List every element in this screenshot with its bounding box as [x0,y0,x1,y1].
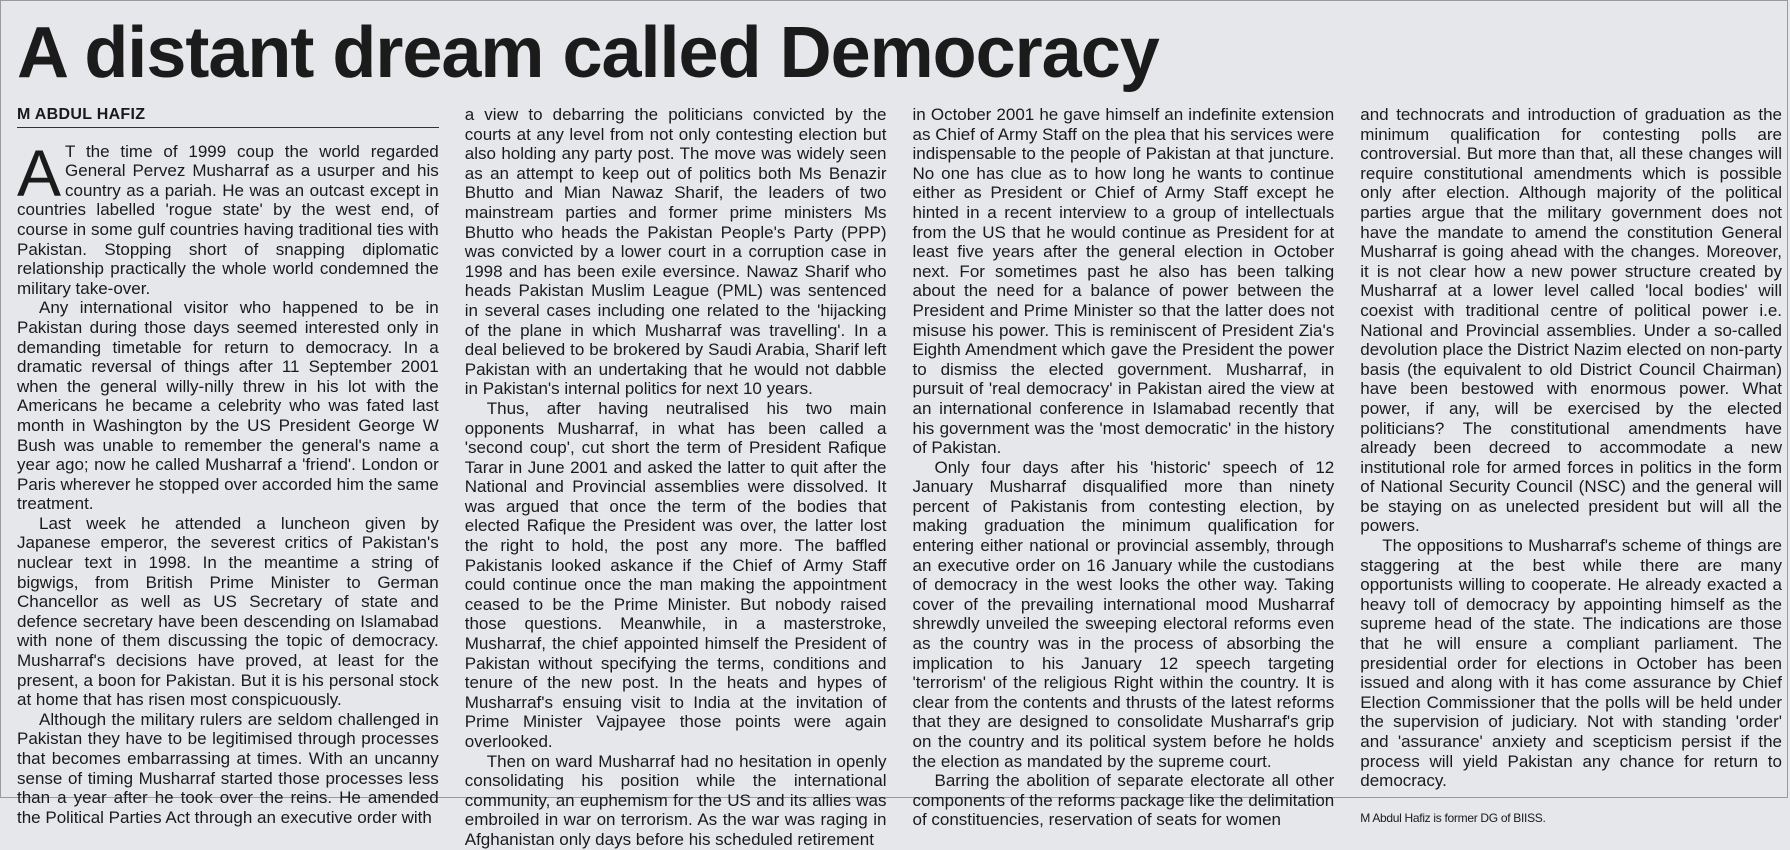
column-2 [464,105,887,849]
paragraph: Only four days after his 'historic' speech of 12 January Musharraf disqualified more than ninety percent of Pakistanis from contesting election, by making graduation the minimum qualification for entering either national or provincial assembly, through an executive order on 16 January while the custodians of democracy in the west looks the other way. Taking cover of the prevailing international mood Musharraf shrewdly unveiled the sweeping electoral reforms even as the country was in the process of absorbing the implication to his January 12 speech targeting 'terrorism' of the religious Right within the country. It is clear from the contents and thrusts of the latest reforms that they are designed to consolidate Musharraf's grip on the country and its political system before he holds the election as mandated by the supreme court. [912,457,1335,771]
column-4 [1360,105,1782,825]
paragraph-text: T the time of 1999 coup the world regarded General Pervez Musharraf as a usurper and his country as a pariah. He was an outcast except in countries labelled 'rogue state' by the west end, of course in some gulf countries having traditional ties with Pakistan. Stopping short of snapping diplomatic relationship practically the whole world condemned the military take-over. [17,141,439,298]
paragraph: The oppositions to Musharraf's scheme of things are staggering at the best while there are many opportunists willing to cooperate. He already exacted a heavy toll of democracy by appointing himself as the supreme head of the state. The indications are those that he will ensure a compliant parliament. The presidential order for elections in October has been issued and along with it has come assurance by Chief Election Commissioner that the polls will be held under the supervision of judiciary. Not with standing 'order' and 'assurance' anxiety and scepticism persist if the process will yield Pakistan any chance for return to democracy. [1360,536,1782,791]
paragraph: in October 2001 he gave himself an indefinite extension as Chief of Army Staff on the plea that his services were indispensable to the people of Pakistan at that juncture. No one has clue as to how long he wants to continue either as President or Chief of Army Staff except he hinted in a recent interview to a group of intellectuals from the US that he would continue as President for at least five years after the general election in October next. For sometimes past he also has been talking about the need for a balance of power between the President and Prime Minister so that the latter does not misuse his power. This is reminiscent of President Zia's Eighth Amendment which gave the President the power to dismiss the elected government. Musharraf, in pursuit of 'real democracy' in Pakistan aired the view at an international conference in Islamabad recently that his government was the 'most democratic' in the history of Pakistan. [912,105,1335,458]
dropcap: A [17,135,62,210]
column-3 [912,105,1335,830]
paragraph [17,135,439,299]
paragraph: Any international visitor who happened to be in Pakistan during those days seemed interested only in demanding timetable for return to democracy. In a dramatic reversal of things after 11 September 2001 when the general willy-nilly threw in his lot with the Americans he became a celebrity who was fated last month in Washington by the US President George W Bush was unable to remember the general's name a year ago; now he called Musharraf a 'friend'. London or Paris wherever he stopped over accorded him the same treatment. [17,298,439,514]
paragraph: a view to debarring the politicians convicted by the courts at any level from not only contesting election but also holding any party post. The move was widely seen as an attempt to keep out of politics both Ms Benazir Bhutto and Mian Nawaz Sharif, the leaders of two mainstream parties and former prime ministers Ms Bhutto who heads the Pakistan People's Party (PPP) was convicted by a lower court in a corruption case in 1998 and has been exile eversince. Nawaz Sharif who heads Pakistan Muslim League (PML) was sentenced in several cases including one related to the 'hijacking of the plane in which Musharraf was travelling'. In a deal believed to be brokered by Saudi Arabia, Sharif left Pakistan with an undertaking that he would not dabble in Pakistan's internal politics for next 10 years. [464,105,887,399]
paragraph: Although the military rulers are seldom challenged in Pakistan they have to be legitimised through processes that becomes embarrassing at times. With an uncanny sense of timing Musharraf started those processes less than a year after he took over the reins. He amended the Political Parties Act through an executive order with [17,709,439,827]
paragraph: Last week he attended a luncheon given by Japanese emperor, the severest critics of Pakistan's nuclear text in 1998. In the meantime a string of bigwigs, from British Prime Minister to German Chancellor as well as US Secretary of state and defence secretary have been descending on Islamabad with none of them discussing the topic of democracy. Musharraf's decisions have proved, at least for the present, a boon for Pakistan. But it is his personal stock at home that has risen most conspicuously. [17,513,439,710]
headline: A distant dream called Democracy [17,13,1159,93]
byline: M ABDUL HAFIZ [17,105,439,128]
paragraph: Thus, after having neutralised his two main opponents Musharraf, in what has been called a 'second coup', cut short the term of President Rafique Tarar in June 2001 and asked the latter to quit after the National and Provincial assemblies were dissolved. It was argued that once the term of the bodies that elected Rafique the President was over, the latter lost the right to hold, the post any more. The baffled Pakistanis looked askance if the Chief of Army Staff could continue once the man making the appointment ceased to be the Prime Minister. But nobody raised those questions. Meanwhile, in a masterstroke, Musharraf, the chief appointed himself the President of Pakistan without specifying the terms, conditions and tenure of the new post. In the heats and hypes of Musharraf's ensuing visit to India at the invitation of Prime Minister Vajpayee those points were again overlooked. [464,398,887,751]
paragraph: Then on ward Musharraf had no hesitation in openly consolidating his position while the international community, an euphemism for the US and its allies was embroiled in war on terrorism. As the war was raging in Afghanistan only days before his scheduled retirement [464,751,887,849]
column-1 [17,105,439,827]
author-footnote: M Abdul Hafiz is former DG of BIISS. [1360,810,1546,825]
paragraph: Barring the abolition of separate electorate all other components of the reforms package like the delimitation of constituencies, reservation of seats for women [912,771,1335,830]
article-columns [17,105,1782,849]
paragraph: and technocrats and introduction of graduation as the minimum qualification for contesting polls are controversial. But more than that, all these changes will require constitutional amendments which is possible only after election. Although majority of the political parties argue that the military government does not have the mandate to amend the constitution General Musharraf is going ahead with the changes. Moreover, it is not clear how a new power structure created by Musharraf at a lower level called 'local bodies' will coexist with traditional centre of political power i.e. National and Provincial assemblies. Under a so-called devolution place the District Nazim elected on non-party basis (the equivalent to old District Council Chairman) have been bestowed with enormous power. What power, if any, will be exercised by the elected politicians? The constitutional amendments have already been decreed to accommodate a new institutional role for armed forces in politics in the form of National Security Council (NSC) and the general will be staying on as unelected president but will all the powers. [1360,105,1782,536]
